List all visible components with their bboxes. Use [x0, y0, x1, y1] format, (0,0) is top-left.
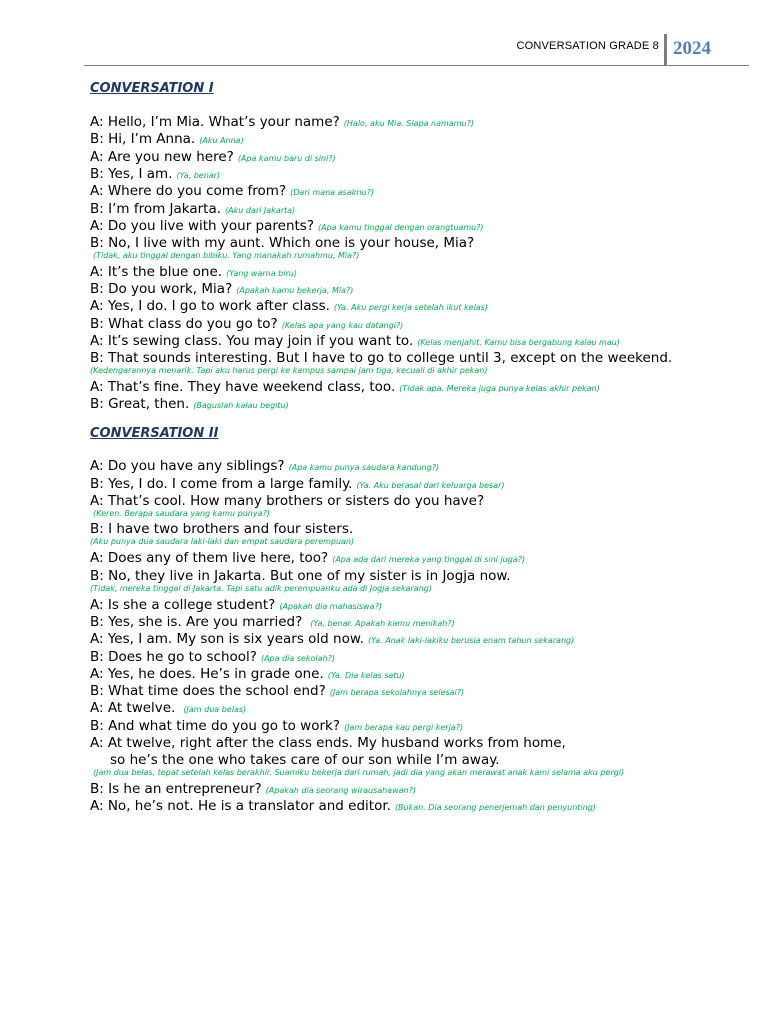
translation-text: (Ya. Aku pergi kerja setelah ikut kelas)	[333, 303, 488, 312]
translation-text: (Jam dua belas)	[183, 705, 247, 714]
line-text: A: Is she a college student?	[90, 597, 276, 613]
dialogue-line	[90, 648, 335, 666]
line-text: A: Do you have any siblings?	[90, 458, 285, 474]
line-text: B: Yes, I do. I come from a large family.	[90, 476, 353, 492]
line-text: B: I’m from Jakarta.	[90, 201, 222, 217]
line-text: B: And what time do you go to work?	[90, 718, 341, 734]
dialogue-line	[90, 297, 488, 315]
translation-line: (Jam dua belas, tepat setelah kelas berakhir. Suamiku bekerja dari rumah, jadi dia yang akan merawat anak kami selama aku pergi)	[93, 768, 625, 777]
line-text: B: What time does the school end?	[90, 683, 326, 699]
translation-line: (Tidak, aku tinggal dengan bibiku. Yang manakah rumahmu, Mia?)	[93, 251, 360, 260]
translation-text: (Apa kamu tinggal dengan orangtuamu?)	[318, 223, 484, 232]
dialogue-line	[90, 699, 246, 717]
translation-line: (Tidak, mereka tinggal di Jakarta. Tapi satu adik perempuanku ada di Jogja sekarang)	[90, 584, 432, 593]
dialogue-line	[90, 332, 620, 350]
dialogue-line	[90, 682, 464, 700]
line-text: A: Yes, I do. I go to work after class.	[90, 298, 330, 314]
dialogue-line	[90, 217, 484, 235]
line-text: A: That’s cool. How many brothers or sisters do you have?	[90, 493, 485, 509]
dialogue-line	[90, 734, 566, 752]
line-text: A: At twelve.	[90, 700, 176, 716]
translation-text: (Apakah kamu bekerja, Mia?)	[236, 286, 354, 295]
dialogue-line	[90, 596, 382, 614]
dialogue-line	[90, 182, 374, 200]
dialogue-line	[90, 665, 405, 683]
dialogue-line	[90, 280, 353, 298]
translation-text: (Apakah dia mahasiswa?)	[279, 602, 382, 611]
dialogue-line	[90, 315, 403, 333]
document-header-title: CONVERSATION GRADE 8	[516, 40, 659, 52]
translation-text: (Apa ada dari mereka yang tinggal di sini juga?)	[332, 555, 526, 564]
line-text: A: At twelve, right after the class ends. My husband works from home,	[90, 735, 566, 751]
dialogue-line	[90, 567, 510, 585]
line-text: A: Do you live with your parents?	[90, 218, 314, 234]
translation-text: (Aku dari Jakarta)	[225, 206, 296, 215]
dialogue-line	[90, 130, 244, 148]
dialogue-line	[90, 549, 525, 567]
translation-text: (Ya. Aku berasal dari keluarga besar)	[356, 481, 505, 490]
line-text: B: I have two brothers and four sisters.	[90, 521, 354, 537]
line-text: A: That’s fine. They have weekend class, too.	[90, 379, 396, 395]
line-text: B: Do you work, Mia?	[90, 281, 233, 297]
translation-text: (Dari mana asalmu?)	[290, 188, 375, 197]
line-text: B: What class do you go to?	[90, 316, 278, 332]
line-text: A: Hello, I’m Mia. What’s your name?	[90, 114, 340, 130]
line-text: A: It’s the blue one.	[90, 264, 223, 280]
translation-text: (Kelas apa yang kau datangi?)	[281, 321, 404, 330]
translation-text: (Halo, aku Mia. Siapa namamu?)	[343, 119, 474, 128]
dialogue-line	[90, 200, 295, 218]
translation-text: (Yang warna biru)	[226, 269, 297, 278]
dialogue-line	[90, 797, 596, 815]
line-text: B: Does he go to school?	[90, 649, 257, 665]
line-text: A: Does any of them live here, too?	[90, 550, 329, 566]
dialogue-line	[90, 630, 574, 648]
dialogue-line-continued	[110, 751, 500, 769]
line-text: B: Yes, I am.	[90, 166, 173, 182]
dialogue-line	[90, 613, 455, 631]
line-text: A: Yes, I am. My son is six years old now.	[90, 631, 364, 647]
dialogue-line	[90, 520, 353, 538]
dialogue-line	[90, 234, 474, 252]
dialogue-line	[90, 395, 289, 413]
translation-text: (Ya. Dia kelas satu)	[327, 671, 405, 680]
conversation-2-heading: CONVERSATION II	[90, 426, 219, 441]
translation-text: (Apa kamu punya saudara kandung?)	[288, 463, 440, 472]
dialogue-line	[90, 349, 672, 367]
document-year: 2024	[673, 38, 711, 59]
line-text: B: Yes, she is. Are you married?	[90, 614, 303, 630]
dialogue-line	[90, 475, 505, 493]
line-text: B: Hi, I’m Anna.	[90, 131, 196, 147]
translation-text: (Jam berapa kau pergi kerja?)	[344, 723, 464, 732]
dialogue-line	[90, 457, 439, 475]
translation-text: (Ya, benar)	[176, 171, 221, 180]
translation-text: (Baguslah kalau begitu)	[193, 401, 289, 410]
line-text: so he’s the one who takes care of our son while I’m away.	[110, 752, 500, 768]
translation-text: (Aku Anna)	[199, 136, 244, 145]
dialogue-line	[90, 165, 220, 183]
line-text: B: That sounds interesting. But I have to go to college until 3, except on the weekend.	[90, 350, 673, 366]
dialogue-line	[90, 378, 600, 396]
dialogue-line	[90, 780, 416, 798]
line-text: A: It’s sewing class. You may join if you want to.	[90, 333, 414, 349]
line-text: B: Is he an entrepreneur?	[90, 781, 262, 797]
line-text: A: Yes, he does. He’s in grade one.	[90, 666, 324, 682]
translation-text: (Tidak apa. Mereka juga punya kelas akhir pekan)	[399, 384, 600, 393]
dialogue-line	[90, 717, 463, 735]
translation-text: (Apa dia sekolah?)	[260, 654, 335, 663]
conversation-1-heading: CONVERSATION I	[90, 81, 214, 96]
translation-text: (Ya. Anak laki-lakiku berusia enam tahun sekarang)	[367, 636, 575, 645]
translation-text: (Jam berapa sekolahnya selesai?)	[329, 688, 465, 697]
header-divider-bar	[664, 34, 667, 65]
line-text: B: Great, then.	[90, 396, 190, 412]
translation-text: (Apa kamu baru di sini?)	[237, 154, 336, 163]
dialogue-line	[90, 113, 474, 131]
translation-text: (Ya, benar. Apakah kamu menikah?)	[310, 619, 455, 628]
translation-text: (Kelas menjahit. Kamu bisa bergabung kalau mau)	[417, 338, 620, 347]
line-text: B: No, they live in Jakarta. But one of my sister is in Jogja now.	[90, 568, 511, 584]
line-text: A: Where do you come from?	[90, 183, 287, 199]
dialogue-line	[90, 263, 297, 281]
translation-text: (Apakah dia seorang wirausahawan?)	[265, 786, 416, 795]
header-rule	[84, 65, 749, 66]
translation-line: (Keren. Berapa saudara yang kamu punya?)	[93, 509, 270, 518]
line-text: A: Are you new here?	[90, 149, 234, 165]
line-text: A: No, he’s not. He is a translator and editor.	[90, 798, 391, 814]
translation-line: (Aku punya dua saudara laki-laki dan empat saudara perempuan)	[90, 537, 355, 546]
dialogue-line	[90, 148, 336, 166]
dialogue-line	[90, 492, 484, 510]
line-text: B: No, I live with my aunt. Which one is your house, Mia?	[90, 235, 475, 251]
translation-line: (Kedengarannya menarik. Tapi aku harus pergi ke kampus sampai jam tiga, kecuali di akhir pekan)	[90, 366, 488, 375]
translation-text: (Bukan. Dia seorang penerjemah dan penyunting)	[394, 803, 596, 812]
